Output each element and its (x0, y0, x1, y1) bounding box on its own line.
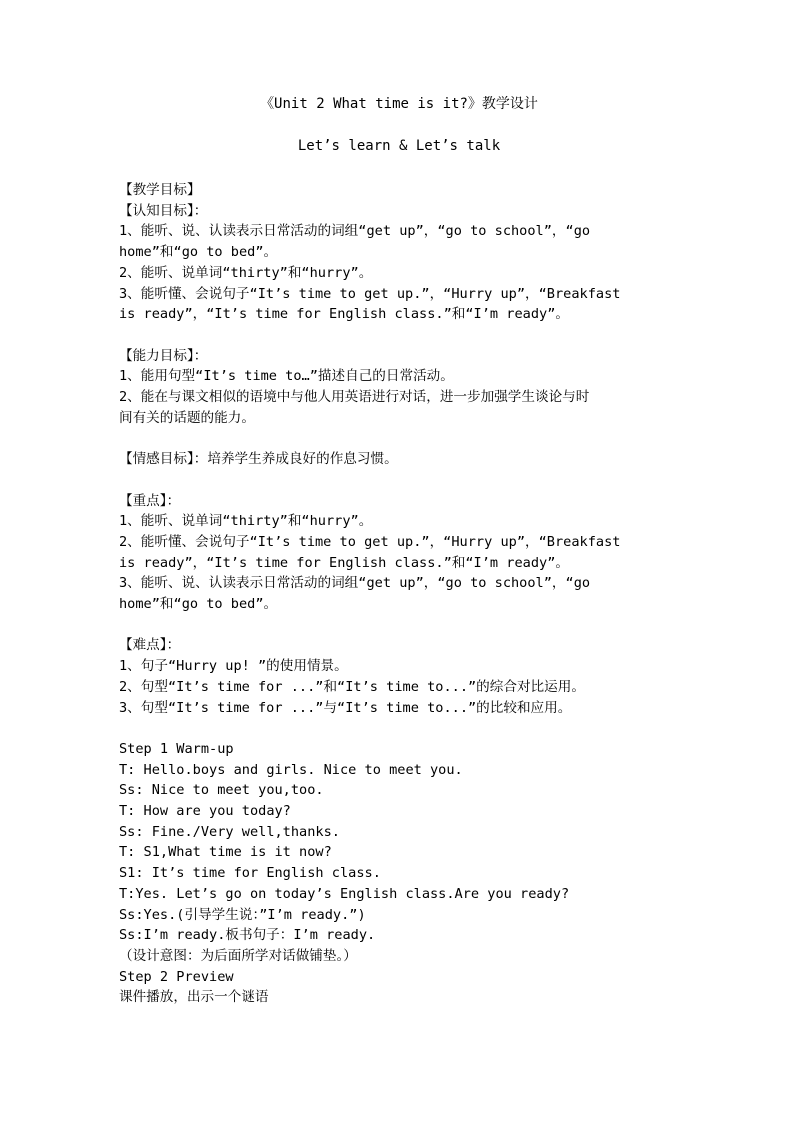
dialogue-line: Ss: Nice to meet you,too. (119, 782, 324, 799)
document-subtitle: Let’s learn & Let’s talk (297, 138, 501, 154)
difficulty-line: 1、句子“Hurry up! ”的使用情景。 (119, 658, 348, 675)
dialogue-line: T: How are you today? (119, 803, 291, 820)
difficulty-line: 2、句型“It’s time for ...”和“It’s time to...”的综合对比运用。 (119, 678, 585, 695)
dialogue-line: T: S1,What time is it now? (119, 844, 332, 861)
cognitive-line: 2、能听、说单词“thirty”和“hurry”。 (119, 264, 373, 281)
cognitive-objectives-heading: 【认知目标】： (119, 202, 208, 219)
spacer (119, 718, 679, 739)
spacer (119, 325, 679, 346)
cognitive-line: 3、能听懂、会说句子“It’s time to get up.”，“Hurry up”，“Breakfast (119, 285, 621, 302)
key-points-heading: 【重点】： (119, 492, 181, 509)
step2-title: Step 2 Preview (119, 968, 234, 985)
difficulty-line: 3、句型“It’s time for ...”与“It’s time to...”的比较和应用。 (119, 699, 572, 716)
spacer (119, 470, 679, 491)
step1-title: Step 1 Warm-up (119, 740, 234, 757)
dialogue-line: Ss:I’m ready.板书句子：I’m ready. (119, 927, 376, 944)
dialogue-line: S1: It’s time for English class. (119, 865, 381, 882)
design-intent-note: （设计意图：为后面所学对话做铺垫。） (119, 947, 357, 964)
document-title: 《Unit 2 What time is it?》教学设计 (260, 96, 538, 112)
spacer (119, 615, 679, 636)
dialogue-line: Ss:Yes.(引导学生说：”I’m ready.”) (119, 906, 366, 923)
ability-line: 2、能在与课文相似的语境中与他人用英语进行对话，进一步加强学生谈论与时 (119, 389, 590, 406)
document-page (119, 94, 679, 1008)
teaching-objectives-heading: 【教学目标】 (119, 182, 201, 198)
ability-line: 1、能用句型“It’s time to…”描述自己的日常活动。 (119, 368, 454, 385)
key-point-line: home”和“go to bed”。 (119, 596, 278, 613)
key-point-line: 1、能听、说单词“thirty”和“hurry”。 (119, 513, 373, 530)
cognitive-line: 1、能听、说、认读表示日常活动的词组“get up”，“go to school”，“go (119, 223, 591, 240)
ability-objectives-heading: 【能力目标】： (119, 347, 208, 364)
key-point-line: is ready”，“It’s time for English class.”和“I’m ready”。 (119, 554, 569, 571)
spacer (119, 428, 679, 449)
key-point-line: 3、能听、说、认读表示日常活动的词组“get up”，“go to school”，“go (119, 575, 591, 592)
dialogue-line: Ss: Fine./Very well,thanks. (119, 823, 340, 840)
ability-line: 间有关的话题的能力。 (119, 409, 255, 426)
difficulties-heading: 【难点】： (119, 637, 181, 654)
key-point-line: 2、能听懂、会说句子“It’s time to get up.”，“Hurry up”，“Breakfast (119, 533, 621, 550)
emotion-objectives-line: 【情感目标】：培养学生养成良好的作息习惯。 (119, 451, 398, 468)
dialogue-line: T:Yes. Let’s go on today’s English class.Are you ready? (119, 885, 570, 902)
step2-line: 课件播放，出示一个谜语 (119, 989, 269, 1006)
dialogue-line: T: Hello.boys and girls. Nice to meet you. (119, 761, 463, 778)
cognitive-line: is ready”，“It’s time for English class.”和“I’m ready”。 (119, 306, 569, 323)
cognitive-line: home”和“go to bed”。 (119, 244, 278, 261)
